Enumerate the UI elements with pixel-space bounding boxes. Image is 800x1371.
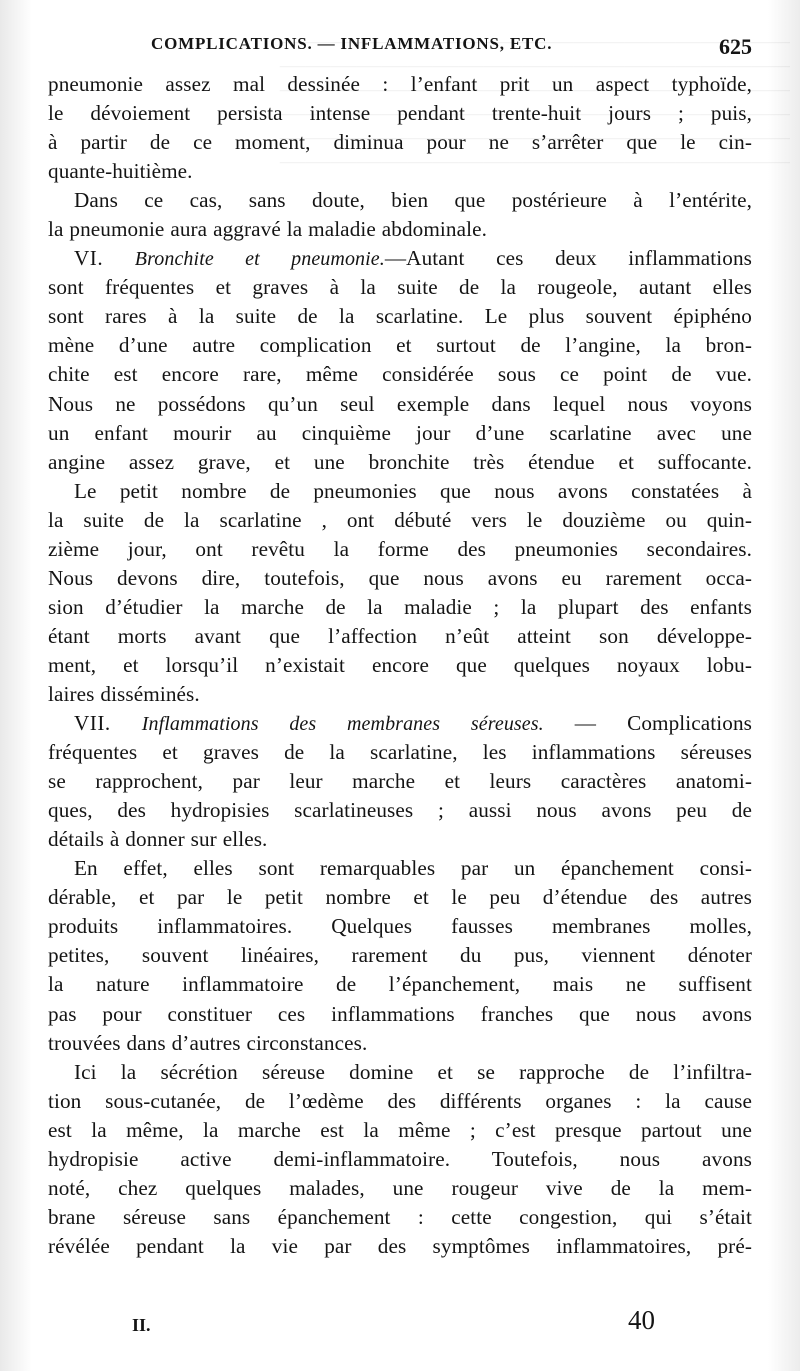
text-line: la pneumonie aura aggravé la maladie abdominale. <box>48 217 488 242</box>
section-heading-line <box>48 709 752 738</box>
text-line: petites, souvent linéaires, rarement du pus, viennent dénoter <box>48 943 752 968</box>
text-line: dérable, et par le petit nombre et le peu d’étendue des autres <box>48 885 752 910</box>
text-line: est la même, la marche est la même ; c’est presque partout une <box>48 1117 752 1142</box>
text-line: zième jour, ont revêtu la forme des pneumonies secondaires. <box>48 536 752 561</box>
text-line: mène d’une autre complication et surtout de l’angine, la bron- <box>48 333 752 358</box>
text-line: sion d’étudier la marche de la maladie ; la plupart des enfants <box>48 594 752 619</box>
text-line: produits inflammatoires. Quelques fausses membranes molles, <box>48 914 752 939</box>
text-line: Nous ne possédons qu’un seul exemple dans lequel nous voyons <box>48 391 752 416</box>
section-number: VII. <box>74 711 111 736</box>
text-line: un enfant mourir au cinquième jour d’une scarlatine avec une <box>48 420 752 445</box>
text-line: détails à donner sur elles. <box>48 827 268 852</box>
text-line: le dévoiement persista intense pendant trente-huit jours ; puis, <box>48 101 752 126</box>
running-title: COMPLICATIONS. — INFLAMMATIONS, ETC. <box>151 34 553 53</box>
section-title: Inflammations des membranes séreuses. <box>141 713 544 736</box>
text-line: chite est encore rare, même considérée sous ce point de vue. <box>48 362 752 387</box>
text-line: révélée pendant la vie par des symptômes inflammatoires, pré- <box>48 1233 752 1258</box>
text-line: fréquentes et graves de la scarlatine, les inflammations séreuses <box>48 740 752 765</box>
page-number: 625 <box>719 34 752 59</box>
text-line: à partir de ce moment, diminua pour ne s’arrêter que le cin- <box>48 130 752 155</box>
text-line: noté, chez quelques malades, une rougeur vive de la mem- <box>48 1175 752 1200</box>
text-line: ment, et lorsqu’il n’existait encore que quelques noyaux lobu- <box>48 652 752 677</box>
text-line: la nature inflammatoire de l’épanchement, mais ne suffisent <box>48 972 752 997</box>
text-line: pneumonie assez mal dessinée : l’enfant prit un aspect typhoïde, <box>48 72 752 96</box>
text-line: sont fréquentes et graves à la suite de la rougeole, autant elles <box>48 275 752 300</box>
text-line: Nous devons dire, toutefois, que nous avons eu rarement occa- <box>48 565 752 590</box>
text-line: brane séreuse sans épanchement : cette congestion, qui s’était <box>48 1204 752 1229</box>
section-lead-text: — Complications <box>543 711 752 736</box>
text-line: Le petit nombre de pneumonies que nous avons constatées à <box>74 478 752 503</box>
text-line: En effet, elles sont remarquables par un épanchement consi- <box>74 856 752 881</box>
text-line: angine assez grave, et une bronchite très étendue et suffocante. <box>48 449 752 474</box>
text-line: Dans ce cas, sans doute, bien que postérieure à l’entérite, <box>74 188 752 213</box>
text-line: pas pour constituer ces inflammations franches que nous avons <box>48 1001 752 1026</box>
text-line: Ici la sécrétion séreuse domine et se rapproche de l’infiltra- <box>74 1059 752 1084</box>
text-line: tion sous-cutanée, de l’œdème des différents organes : la cause <box>48 1088 752 1113</box>
section-heading-line <box>48 244 752 273</box>
text-line: ques, des hydropisies scarlatineuses ; aussi nous avons peu de <box>48 798 752 823</box>
text-line: étant morts avant que l’affection n’eût atteint son développe- <box>48 623 752 648</box>
section-title: Bronchite et pneumonie. <box>134 248 385 271</box>
body-text <box>48 70 752 1261</box>
text-line: hydropisie active demi-inflammatoire. Toutefois, nous avons <box>48 1146 752 1171</box>
text-line: la suite de la scarlatine , ont débuté vers le douzième ou quin- <box>48 507 752 532</box>
text-line: laires disséminés. <box>48 681 200 706</box>
signature-mark: II. <box>132 1315 151 1335</box>
text-line: se rapprochent, par leur marche et leurs caractères anatomi- <box>48 769 752 794</box>
section-lead-text: —Autant ces deux inflammations <box>384 246 752 271</box>
page-footer <box>48 1305 752 1345</box>
text-line: sont rares à la suite de la scarlatine. Le plus souvent épiphéno <box>48 304 752 329</box>
section-number: VI. <box>74 246 104 271</box>
signature-number: 40 <box>628 1305 655 1335</box>
text-line: quante-huitième. <box>48 159 193 184</box>
text-line: trouvées dans d’autres circonstances. <box>48 1030 368 1055</box>
page-header <box>48 34 752 64</box>
